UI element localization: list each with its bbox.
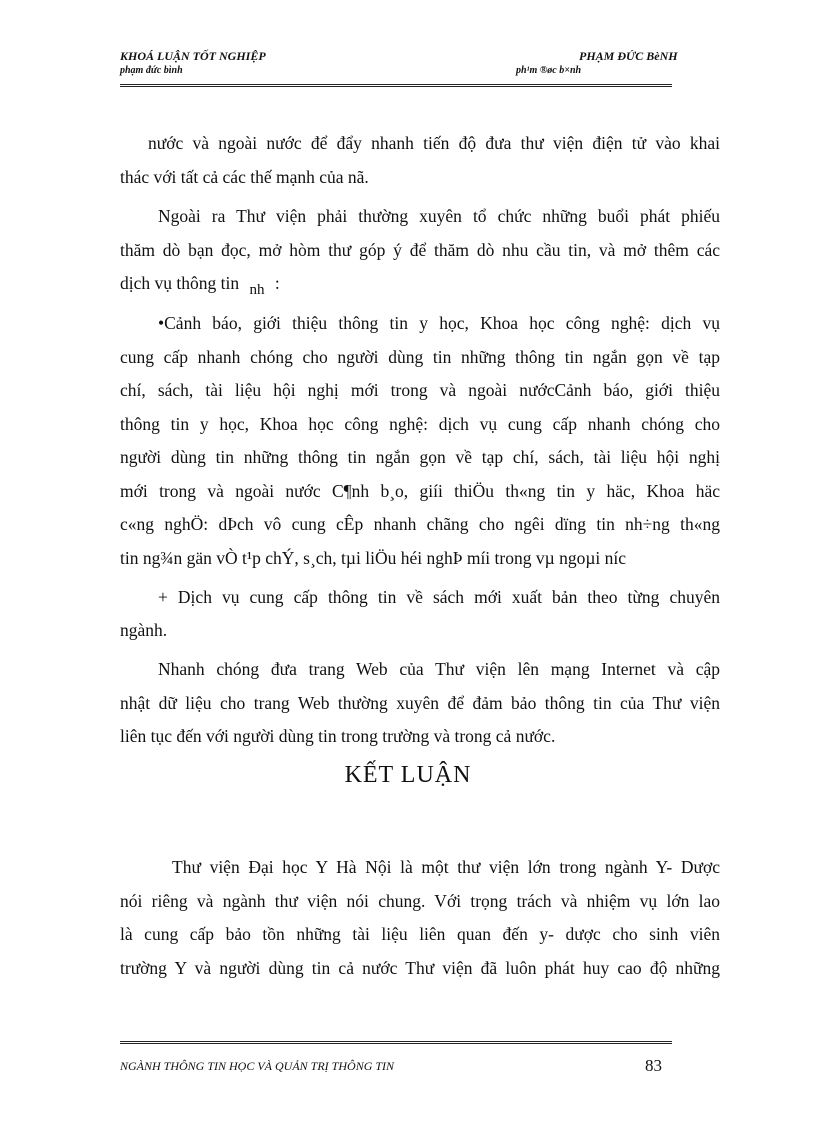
footer-divider [120,1041,672,1044]
body-text-fragment: nh [249,282,265,298]
body-line: •Cảnh báo, giới thiệu thông tin y học, Khoa học công nghệ: dịch vụ [158,313,720,333]
conclusion-line: nói riêng và ngành thư viện nói chung. Với trọng trách và nhiệm vụ lớn lao [120,891,720,911]
body-line: Ngoài ra Thư viện phải thường xuyên tổ chức những buổi phát phiếu [158,206,720,226]
body-line: thác với tất cả các thế mạnh của nã. [120,167,369,187]
page-number: 83 [645,1056,662,1075]
body-line: thông tin y học, Khoa học công nghệ: dịch vụ cung cấp nhanh chóng cho [120,414,720,434]
body-line: mới trong và ngoài nước C¶nh b¸o, giíi thiÖu th«ng tin y häc, Khoa häc [120,481,720,501]
body-line: + Dịch vụ cung cấp thông tin về sách mới xuất bản theo từng chuyên [158,587,720,607]
body-line: tin ng¾n gän vÒ t¹p chÝ, s¸ch, tµi liÖu héi nghÞ míi trong vµ ngoµi níc [120,548,627,568]
body-text-fragment: : [274,273,280,293]
body-line: liên tục đến với người dùng tin trong trường và trong cả nước. [120,726,556,746]
body-line: nước và ngoài nước để đẩy nhanh tiến độ đưa thư viện điện tử vào khai [148,133,720,153]
header-divider [120,84,672,87]
conclusion-line: là cung cấp bảo tồn những tài liệu liên quan đến y- dược cho sinh viên [120,924,720,944]
body-line: nhật dữ liệu cho trang Web thường xuyên để đảm bảo thông tin của Thư viện [120,693,720,713]
body-line: Nhanh chóng đưa trang Web của Thư viện lên mạng Internet và cập [158,659,720,679]
header-left-subtitle: phạm đức bình [120,65,183,76]
conclusion-line: trường Y và người dùng tin cả nước Thư viện đã luôn phát huy cao độ những [120,958,720,978]
body-line: cung cấp nhanh chóng cho người dùng tin những thông tin ngắn gọn về tạp [120,347,720,367]
header-left-title: KHOÁ LUẬN TỐT NGHIỆP [120,49,266,63]
body-line: người dùng tin những thông tin ngắn gọn về tạp chí, sách, tài liệu hội nghị [120,447,720,467]
body-line: ngành. [120,620,168,640]
header-right-subtitle: ph¹m ®øc b×nh [516,65,582,76]
body-line [120,273,280,298]
conclusion-line: Thư viện Đại học Y Hà Nội là một thư viện lớn trong ngành Y- Dược [172,857,720,877]
header-right-title: PHẠM ĐỨC BèNH [579,49,678,63]
footer-text: NGÀNH THÔNG TIN HỌC VÀ QUẢN TRỊ THÔNG TIN [120,1059,395,1073]
body-text: dịch vụ thông tin [120,273,240,293]
body-line: c«ng nghÖ: dÞch vô cung cÊp nhanh chãng cho ngêi dïng tin nh÷ng th«ng [120,514,720,534]
body-line: thăm dò bạn đọc, mở hòm thư góp ý để thăm dò nhu cầu tin, và mở thêm các [120,240,720,260]
section-heading: KẾT LUẬN [344,762,472,788]
body-line: chí, sách, tài liệu hội nghị mới trong và ngoài nướcCảnh báo, giới thiệu [120,380,720,400]
